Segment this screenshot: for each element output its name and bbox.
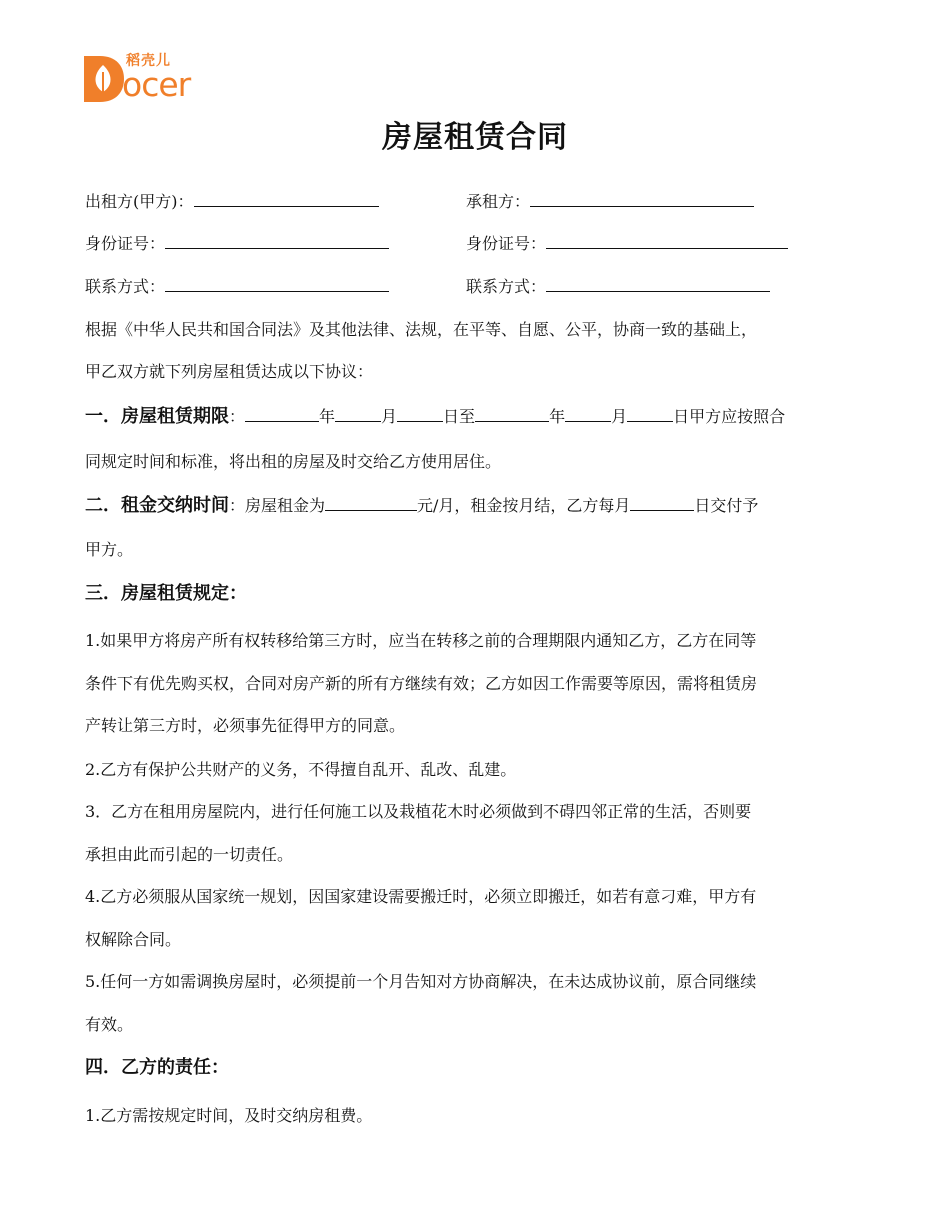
- lessor-name-blank[interactable]: [194, 192, 379, 207]
- section2-line-1: [85, 496, 758, 516]
- start-month-blank[interactable]: [335, 407, 381, 422]
- section1-tail: 日甲方应按照合: [673, 407, 786, 426]
- lessee-id-row: [466, 234, 788, 254]
- lessee-contact-label: 联系方式：: [466, 277, 547, 296]
- section3-line: 2.乙方有保护公共财产的义务，不得擅自乱开、乱改、乱建。: [85, 760, 517, 779]
- day-to-label: 日至: [443, 407, 476, 426]
- lessor-id-row: [85, 234, 389, 254]
- logo-wordmark: ocer: [122, 65, 191, 104]
- lessor-id-blank[interactable]: [165, 234, 389, 249]
- lessee-contact-row: [466, 277, 770, 297]
- page-title: 房屋租赁合同: [382, 120, 568, 155]
- section3-line: 承担由此而引起的一切责任。: [85, 845, 294, 864]
- lessee-row: [466, 192, 754, 212]
- lessor-row: [85, 192, 379, 212]
- section3-line: 有效。: [85, 1015, 134, 1034]
- section2-text-a: ：房屋租金为: [229, 496, 326, 515]
- lessor-contact-row: [85, 277, 389, 297]
- section3-line: 5.任何一方如需调换房屋时，必须提前一个月告知对方协商解决，在未达成协议前，原合同继续: [85, 972, 757, 991]
- section1-line-2: 同规定时间和标准，将出租的房屋及时交给乙方使用居住。: [85, 452, 502, 471]
- intro-line-1: 根据《中华人民共和国合同法》及其他法律、法规，在平等、自愿、公平，协商一致的基础上，: [85, 320, 758, 339]
- end-month-blank[interactable]: [565, 407, 611, 422]
- intro-line-2: 甲乙双方就下列房屋租赁达成以下协议：: [85, 362, 374, 381]
- logo-chinese-text: 稻壳儿: [126, 53, 171, 69]
- lessor-contact-blank[interactable]: [165, 277, 389, 292]
- pay-day-blank[interactable]: [630, 496, 694, 511]
- lessor-id-label: 身份证号：: [85, 234, 166, 253]
- start-month-label: 月: [381, 407, 398, 426]
- section1-line-1: [85, 407, 785, 427]
- section3-line: 1.如果甲方将房产所有权转移给第三方时，应当在转移之前的合理期限内通知乙方，乙方在同等: [85, 631, 757, 650]
- start-day-blank[interactable]: [397, 407, 443, 422]
- section2-text-b: 元/月，租金按月结，乙方每月: [417, 496, 631, 515]
- docer-logo: [82, 50, 202, 104]
- lessor-label: 出租方(甲方)：: [85, 192, 194, 211]
- start-year-blank[interactable]: [245, 407, 319, 422]
- section2-line-2: 甲方。: [85, 540, 134, 559]
- docer-leaf-icon: [82, 52, 126, 104]
- start-year-label: 年: [319, 407, 336, 426]
- lessee-id-label: 身份证号：: [466, 234, 547, 253]
- section3-line: 条件下有优先购买权，合同对房产新的所有方继续有效；乙方如因工作需要等原因，需将租赁房: [85, 674, 758, 693]
- section3-line: 权解除合同。: [85, 930, 182, 949]
- lessee-id-blank[interactable]: [546, 234, 788, 249]
- section1-heading: 一．房屋租赁期限: [85, 406, 229, 427]
- section2-text-c: 日交付予: [694, 496, 759, 515]
- lessee-label: 承租方：: [466, 192, 531, 211]
- end-year-blank[interactable]: [475, 407, 549, 422]
- lessee-contact-blank[interactable]: [546, 277, 770, 292]
- section4-heading: 四．乙方的责任：: [85, 1057, 229, 1078]
- rent-amount-blank[interactable]: [325, 496, 417, 511]
- section3-line: 4.乙方必须服从国家统一规划，因国家建设需要搬迁时，必须立即搬迁，如若有意刁难，甲方有: [85, 887, 757, 906]
- lessee-name-blank[interactable]: [530, 192, 754, 207]
- section3-heading: 三．房屋租赁规定：: [85, 583, 247, 604]
- section2-heading: 二．租金交纳时间: [85, 495, 229, 516]
- lessor-contact-label: 联系方式：: [85, 277, 166, 296]
- end-month-label: 月: [611, 407, 628, 426]
- section4-line: 1.乙方需按规定时间，及时交纳房租费。: [85, 1106, 373, 1125]
- section1-colon: ：: [229, 407, 246, 426]
- section3-line: 产转让第三方时，必须事先征得甲方的同意。: [85, 716, 406, 735]
- end-day-blank[interactable]: [627, 407, 673, 422]
- end-year-label: 年: [549, 407, 566, 426]
- section3-line: 3．乙方在租用房屋院内，进行任何施工以及栽植花木时必须做到不碍四邻正常的生活，否则要: [85, 802, 752, 821]
